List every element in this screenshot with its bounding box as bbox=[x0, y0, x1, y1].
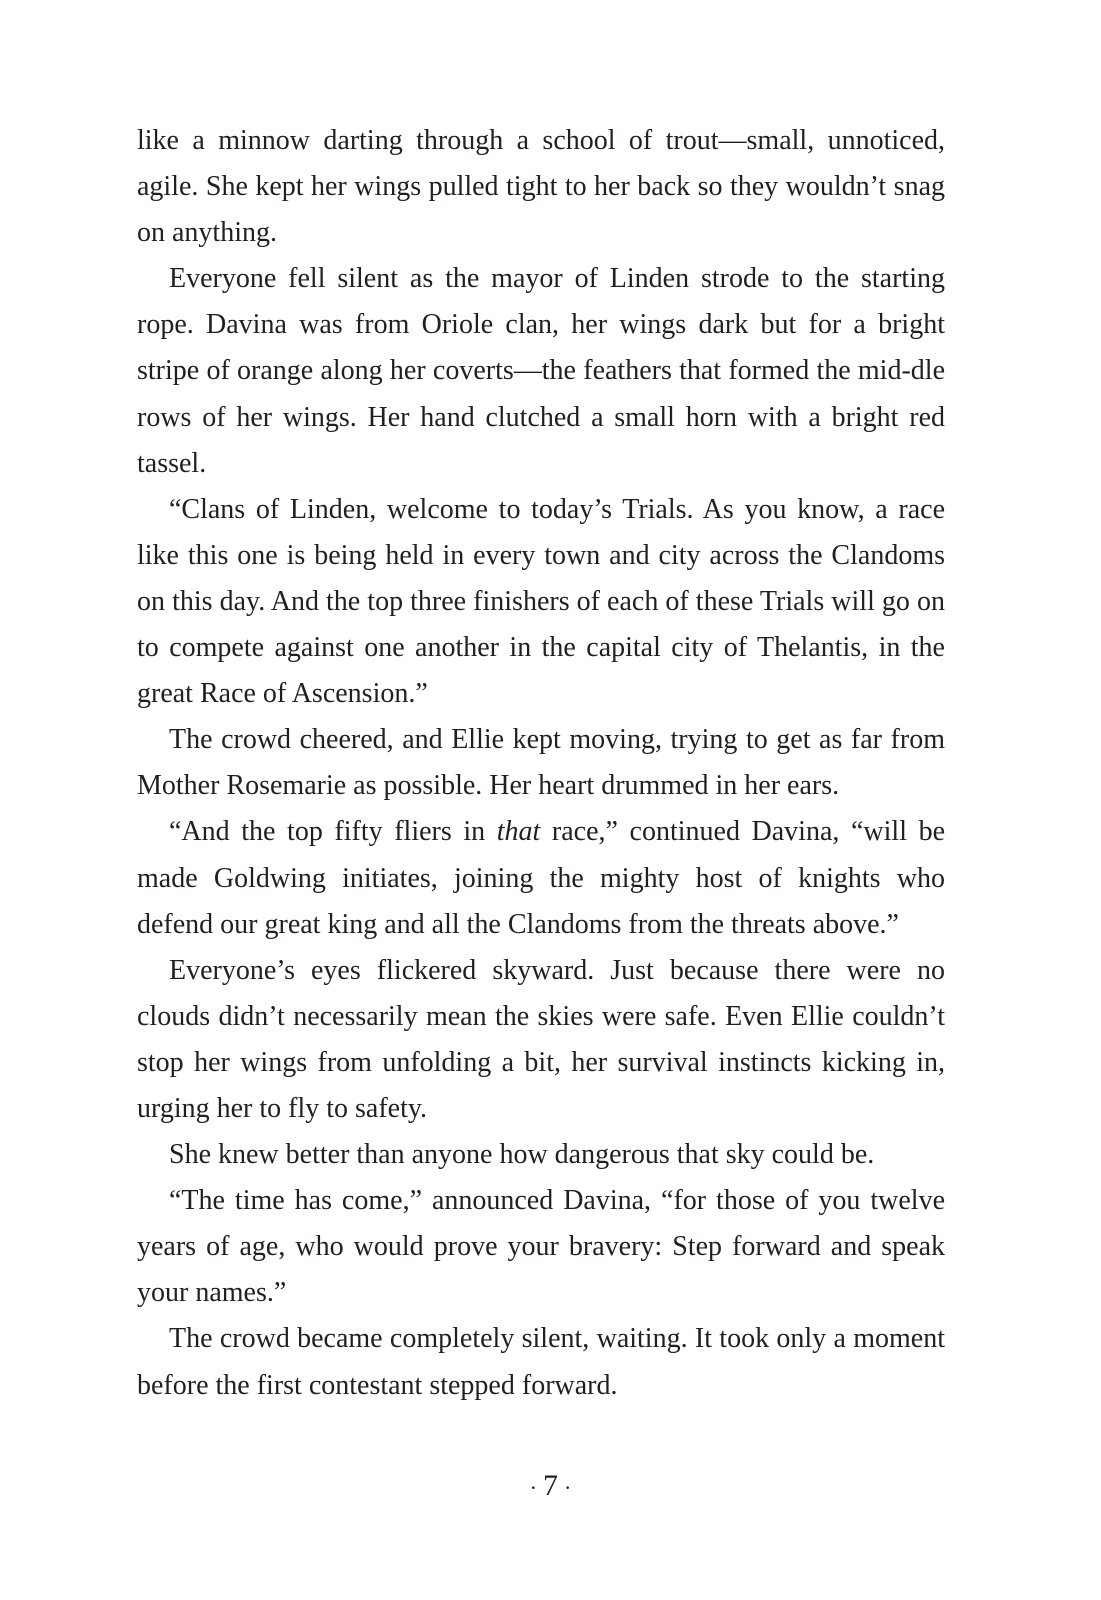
paragraph-6: Everyone’s eyes flickered skyward. Just because there were no clouds didn’t necessarily mean the skies were safe. Even Ellie couldn’t stop her wings from unfolding a bit, her survival instincts kicking in, urging her to fly to safety. bbox=[137, 954, 945, 1124]
paragraph-2: Everyone fell silent as the mayor of Linden strode to the starting rope. Davina was from Oriole clan, her wings dark but for a bright stripe of orange along her coverts—the feathers that formed the mid-dle rows of her wings. Her hand clutched a small horn with a bright red tassel. bbox=[137, 263, 945, 479]
paragraph-7: She knew better than anyone how dangerous that sky could be. bbox=[169, 1139, 875, 1171]
paragraph-9: The crowd became completely silent, waiting. It took only a moment before the first contestant stepped forward. bbox=[137, 1323, 945, 1401]
page-number-dot-left: · bbox=[529, 1475, 537, 1501]
page-number bbox=[0, 1466, 1101, 1508]
page-number-dot-right: · bbox=[564, 1475, 572, 1501]
paragraph-4: The crowd cheered, and Ellie kept moving, trying to get as far from Mother Rosemarie as possible. Her heart drummed in her ears. bbox=[137, 724, 945, 802]
paragraph-5-before: “And the top fifty fliers in bbox=[169, 816, 497, 848]
paragraph-8: “The time has come,” announced Davina, “for those of you twelve years of age, who would prove your bravery: Step forward and speak your names.” bbox=[137, 1185, 945, 1309]
paragraph-5 bbox=[137, 809, 945, 947]
body-text bbox=[137, 118, 945, 1409]
paragraph-5-after: race,” continued Davina, “will be made Goldwing initiates, joining the mighty host of knights who defend our great king and all the Clandoms from the threats above.” bbox=[137, 816, 945, 940]
paragraph-1: like a minnow darting through a school of trout—small, unnoticed, agile. She kept her wings pulled tight to her back so they wouldn’t snag on anything. bbox=[137, 125, 945, 249]
paragraph-3: “Clans of Linden, welcome to today’s Trials. As you know, a race like this one is being held in every town and city across the Clandoms on this day. And the top three finishers of each of these Trials will go on to compete against one another in the capital city of Thelantis, in the great Race of Ascension.” bbox=[137, 493, 945, 710]
paragraph-5-emphasis: that bbox=[496, 816, 541, 848]
page-number-value: 7 bbox=[543, 1469, 558, 1502]
